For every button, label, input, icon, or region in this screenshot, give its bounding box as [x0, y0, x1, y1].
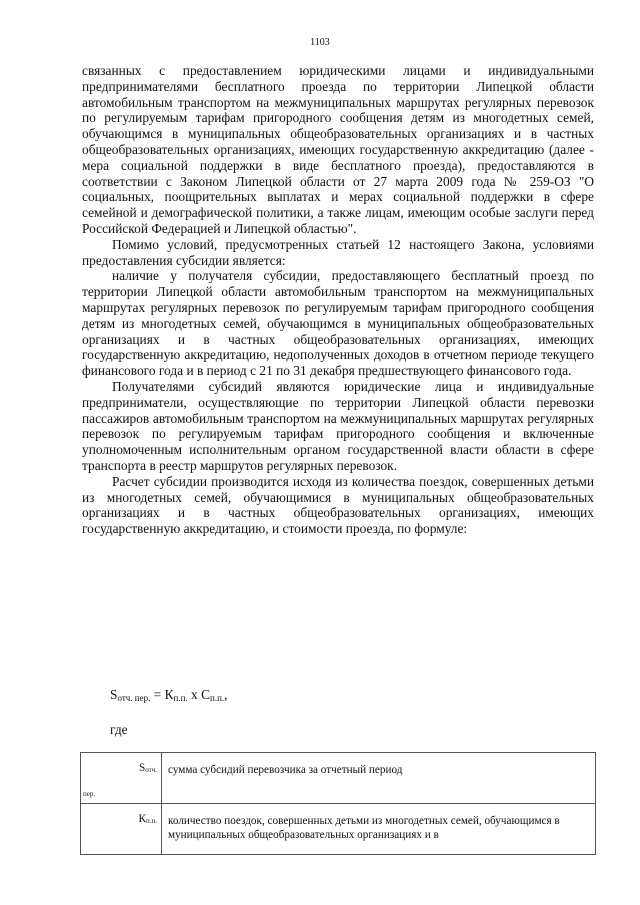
formula-tail: , — [224, 687, 228, 702]
formula-s-sub: отч. пер. — [117, 693, 151, 703]
formula-eq: = — [150, 687, 165, 702]
symbol-sub: отч. — [145, 766, 157, 774]
formula-k-sub: п.п. — [173, 693, 188, 703]
symbol-letter: S — [139, 762, 146, 774]
paragraph: связанных с предоставлением юридическими лицами и индивидуальными предпринимателями бесплатного проезда по территории Липецкой области автомобильным транспортом на межмуниципальных маршрутах регулярных перевозок по регулируемым тарифам пригородного сообщения детям из многодетных семей, обучающимся в муниципальных общеобразовательных организациях и в частных общеобразовательных организациях, имеющих государственную аккредитацию (далее - мера социальной поддержки в виде бесплатного проезда), предоставляются в соответствии с Законом Липецкой области от 27 марта 2009 года № 259-ОЗ "О социальных, поощрительных выплатах и мерах социальной поддержки в сфере семейной и демографической политики, а также лицам, имеющим особые заслуги перед Российской Федерацией и Липецкой областью". — [82, 63, 594, 236]
symbol-cont: пер. — [83, 790, 96, 798]
definition-symbol — [81, 804, 162, 855]
table-row — [81, 804, 596, 855]
subsidy-formula — [110, 687, 228, 703]
table-row — [81, 753, 596, 804]
formula-k: К — [164, 687, 174, 702]
formula-s: S — [110, 687, 118, 702]
definition-text: количество поездок, совершенных детьми из многодетных семей, обучающимся в муниципальных общеобразовательных организациях и в — [162, 804, 596, 855]
body-text — [82, 63, 594, 537]
paragraph: Получателями субсидий являются юридические лица и индивидуальные предприниматели, осуществляющие по территории Липецкой области перевозки пассажиров автомобильным транспортом на межмуниципальных маршрутах регулярных перевозок по регулируемым тарифам пригородного сообщения и включенные уполномоченным исполнительным органом государственной власти области в сфере транспорта в реестр маршрутов регулярных перевозок. — [82, 378, 594, 473]
page-number: 1103 — [310, 37, 330, 48]
symbol-sub: п.п. — [146, 817, 157, 825]
symbol-letter: К — [138, 813, 146, 825]
definition-symbol — [81, 753, 162, 804]
formula-c: С — [201, 687, 211, 702]
formula-x: х — [187, 687, 202, 702]
paragraph: Помимо условий, предусмотренных статьей 12 настоящего Закона, условиями предоставления субсидии является: — [82, 236, 594, 268]
paragraph: наличие у получателя субсидии, предоставляющего бесплатный проезд по территории Липецкой области автомобильным транспортом на межмуниципальных маршрутах регулярных перевозок по регулируемым тарифам пригородного сообщения детям из многодетных семей, обучающимся в муниципальных общеобразовательных организациях и в частных общеобразовательных организациях, имеющих государственную аккредитацию, недополученных доходов в отчетном периоде текущего финансового года и в период с 21 по 31 декабря предшествующего финансового года. — [82, 268, 594, 379]
definitions-table — [80, 752, 596, 855]
formula-c-sub: п.п. — [210, 693, 225, 703]
paragraph: Расчет субсидии производится исходя из количества поездок, совершенных детьми из многодетных семей, обучающимися в муниципальных общеобразовательных организациях и в частных общеобразовательных организациях, имеющих государственную аккредитацию, и стоимости проезда, по формуле: — [82, 473, 594, 537]
where-label: где — [110, 722, 128, 737]
definition-text: сумма субсидий перевозчика за отчетный период — [162, 753, 596, 804]
